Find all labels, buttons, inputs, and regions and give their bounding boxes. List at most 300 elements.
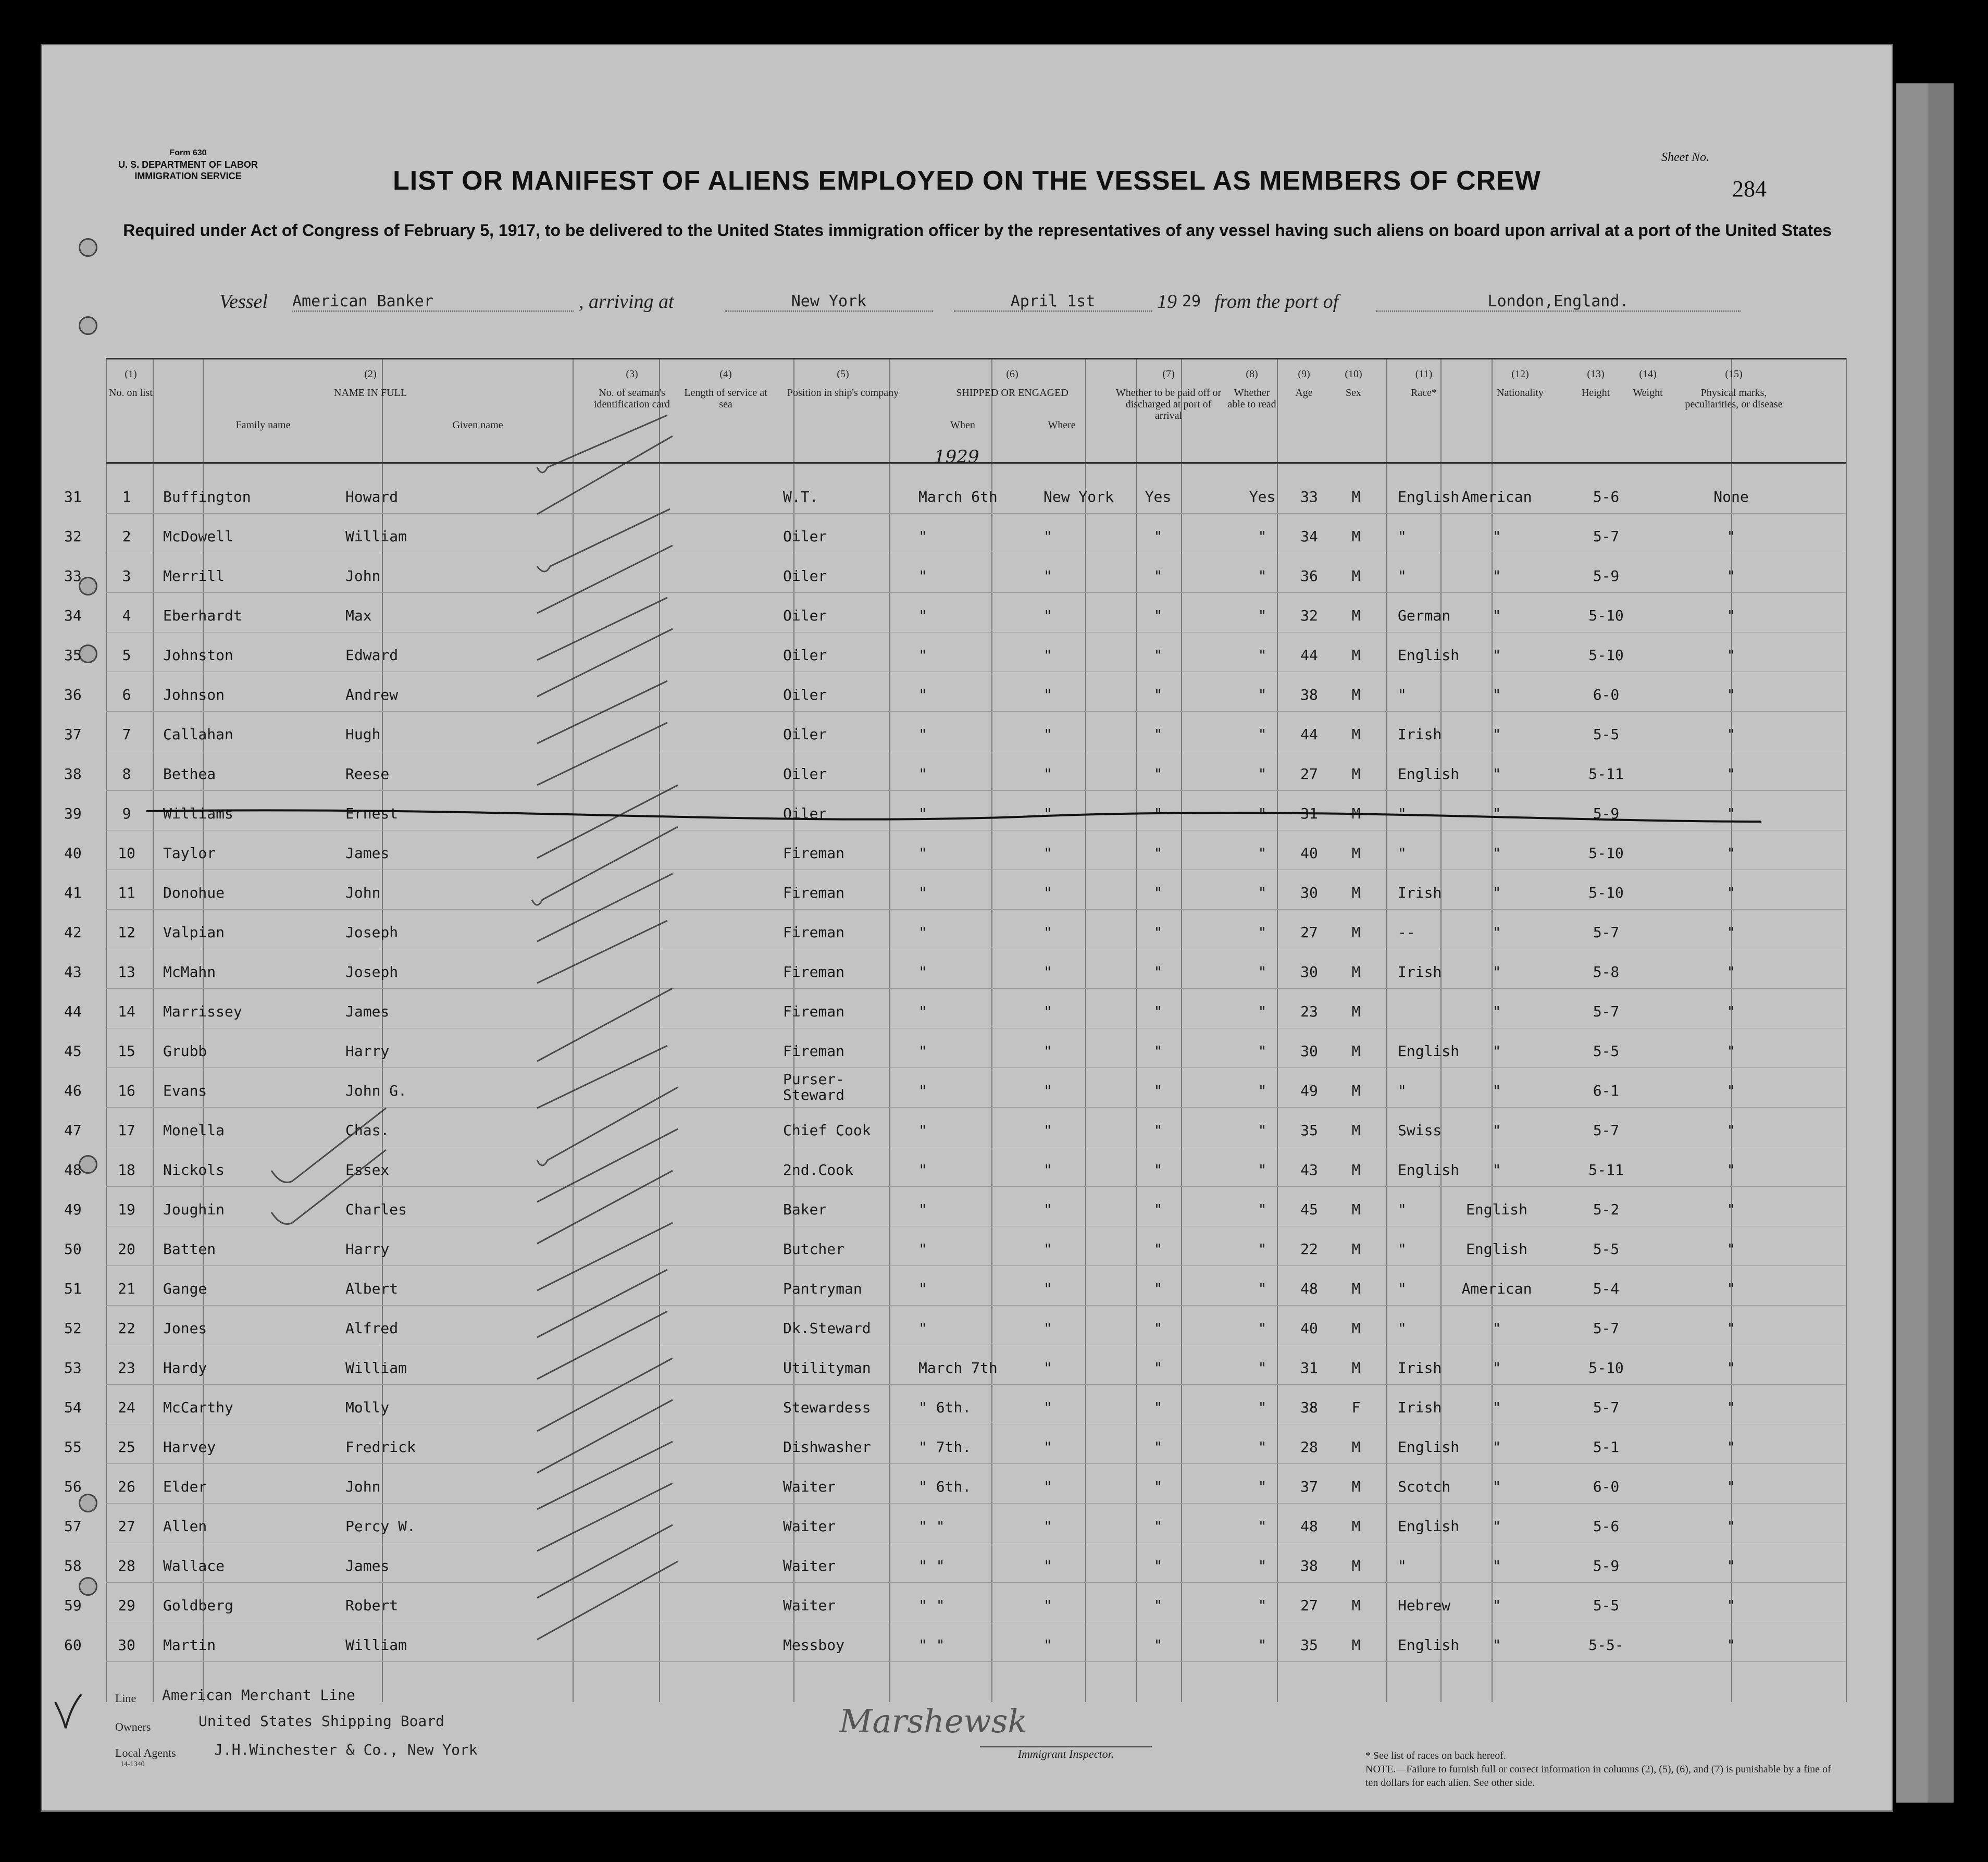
table-row — [64, 834, 1846, 874]
column-subheader: Where — [1048, 419, 1076, 431]
table-row — [64, 1349, 1846, 1388]
cell-paid: " — [1153, 647, 1163, 664]
cell-sex: M — [1351, 1438, 1361, 1456]
cell-height: 6-0 — [1593, 1478, 1620, 1495]
cell-when: " — [918, 567, 927, 585]
column-label: Age — [1295, 387, 1313, 399]
cell-given: Molly — [345, 1399, 390, 1416]
cell-read: " — [1258, 1003, 1267, 1020]
cell-when: " — [918, 924, 927, 941]
column-label: No. on list — [109, 387, 153, 399]
cell-height: 5-7 — [1593, 1003, 1620, 1020]
column-header — [1622, 368, 1674, 399]
cell-where: " — [1043, 1320, 1052, 1337]
cell-when: " " — [918, 1557, 945, 1574]
cell-when: " — [918, 963, 927, 980]
cell-sex: M — [1351, 607, 1361, 624]
table-row — [64, 874, 1846, 913]
cell-pos: Oiler — [783, 567, 827, 585]
cell-read: " — [1258, 647, 1267, 664]
cell-n: 23 — [118, 1359, 135, 1376]
cell-marks: " — [1726, 845, 1736, 862]
cell-height: 5-5- — [1588, 1636, 1624, 1654]
cell-sex: M — [1351, 647, 1361, 664]
cell-when: March 7th — [918, 1359, 998, 1376]
cell-given: Reese — [345, 765, 390, 783]
cell-pos: Waiter — [783, 1597, 836, 1614]
cell-m: 46 — [64, 1082, 82, 1099]
cell-nat: " — [1492, 963, 1501, 980]
cell-paid: " — [1153, 1042, 1163, 1060]
cell-read: " — [1258, 1518, 1267, 1535]
cell-height: 5-7 — [1593, 1122, 1620, 1139]
cell-height: 5-5 — [1593, 1042, 1620, 1060]
cell-when: " 7th. — [918, 1438, 972, 1456]
cell-race: Swiss — [1398, 1122, 1442, 1139]
departure-port: London,England. — [1376, 292, 1741, 312]
cell-family: Bethea — [163, 765, 216, 783]
cell-race: Irish — [1398, 726, 1442, 743]
cell-where: " — [1043, 1042, 1052, 1060]
column-number: (6) — [1006, 368, 1018, 380]
cell-n: 6 — [122, 686, 131, 703]
cell-marks: " — [1726, 1201, 1736, 1218]
cell-where: " — [1043, 726, 1052, 743]
cell-sex: M — [1351, 1201, 1361, 1218]
column-number: (4) — [719, 368, 732, 380]
cell-sex: M — [1351, 1636, 1361, 1654]
cell-age: 43 — [1300, 1161, 1318, 1178]
cell-where: " — [1043, 647, 1052, 664]
cell-when: " — [918, 686, 927, 703]
column-label: Sex — [1346, 387, 1361, 399]
cell-read: " — [1258, 1161, 1267, 1178]
column-header — [156, 368, 585, 431]
cell-read: " — [1258, 1082, 1267, 1099]
cell-height: 5-7 — [1593, 1320, 1620, 1337]
cell-when: " " — [918, 1597, 945, 1614]
cell-marks: " — [1726, 1518, 1736, 1535]
cell-pos: Butcher — [783, 1240, 845, 1258]
cell-paid: " — [1153, 1320, 1163, 1337]
cell-paid: " — [1153, 924, 1163, 941]
cell-age: 38 — [1300, 1557, 1318, 1574]
cell-age: 35 — [1300, 1122, 1318, 1139]
cell-given: Joseph — [345, 924, 399, 941]
cell-sex: M — [1351, 567, 1361, 585]
cell-nat: " — [1492, 1438, 1501, 1456]
cell-pos: Messboy — [783, 1636, 845, 1654]
column-header — [1570, 368, 1622, 399]
cell-read: " — [1258, 765, 1267, 783]
cell-nat: American — [1461, 488, 1532, 505]
cell-sex: M — [1351, 1161, 1361, 1178]
vessel-label: Vessel — [219, 291, 268, 313]
cell-paid: " — [1153, 1161, 1163, 1178]
cell-age: 31 — [1300, 805, 1318, 822]
cell-marks: " — [1726, 528, 1736, 545]
cell-race: " — [1398, 1557, 1407, 1574]
column-header — [913, 368, 1111, 431]
cell-n: 28 — [118, 1557, 135, 1574]
cell-age: 34 — [1300, 528, 1318, 545]
cell-height: 5-10 — [1588, 647, 1624, 664]
cell-read: " — [1258, 567, 1267, 585]
form-code: 14-1340 — [120, 1760, 145, 1768]
cell-n: 7 — [122, 726, 131, 743]
column-subheader: Given name — [452, 419, 503, 431]
cell-family: Williams — [163, 805, 233, 822]
cell-age: 48 — [1300, 1280, 1318, 1297]
cell-nat: " — [1492, 845, 1501, 862]
table-row — [64, 1468, 1846, 1507]
cell-nat: " — [1492, 1122, 1501, 1139]
cell-given: Alfred — [345, 1320, 399, 1337]
owners-label: Owners — [115, 1720, 151, 1733]
cell-n: 18 — [118, 1161, 135, 1178]
cell-race: " — [1398, 1201, 1407, 1218]
cell-family: McMahn — [163, 963, 216, 980]
cell-paid: " — [1153, 1438, 1163, 1456]
cell-race: -- — [1398, 924, 1415, 941]
cell-read: " — [1258, 1240, 1267, 1258]
cell-m: 55 — [64, 1438, 82, 1456]
table-row — [64, 1428, 1846, 1468]
cell-given: Harry — [345, 1042, 390, 1060]
cell-paid: " — [1153, 1399, 1163, 1416]
cell-height: 5-5 — [1593, 726, 1620, 743]
cell-when: " — [918, 1201, 927, 1218]
column-number: (7) — [1162, 368, 1175, 380]
cell-read: " — [1258, 1122, 1267, 1139]
cell-n: 17 — [118, 1122, 135, 1139]
cell-given: Max — [345, 607, 372, 624]
cell-nat: " — [1492, 726, 1501, 743]
cell-when: " — [918, 1122, 927, 1139]
cell-given: William — [345, 1636, 407, 1654]
cell-pos: Dk.Steward — [783, 1320, 871, 1337]
table-row — [64, 1032, 1846, 1072]
cell-family: Grubb — [163, 1042, 207, 1060]
table-row — [64, 1547, 1846, 1586]
cell-age: 31 — [1300, 1359, 1318, 1376]
column-subheader: When — [950, 419, 975, 431]
cell-paid: " — [1153, 963, 1163, 980]
cell-where: " — [1043, 1280, 1052, 1297]
cell-where: " — [1043, 528, 1052, 545]
cell-where: " — [1043, 765, 1052, 783]
cell-m: 36 — [64, 686, 82, 703]
cell-where: " — [1043, 1399, 1052, 1416]
cell-n: 25 — [118, 1438, 135, 1456]
cell-n: 21 — [118, 1280, 135, 1297]
cell-pos: Oiler — [783, 647, 827, 664]
column-label: Physical marks, peculiarities, or disease — [1685, 387, 1783, 410]
cell-paid: " — [1153, 528, 1163, 545]
cell-paid: Yes — [1145, 488, 1172, 505]
cell-where: " — [1043, 1161, 1052, 1178]
cell-pos: Utilityman — [783, 1359, 871, 1376]
cell-age: 49 — [1300, 1082, 1318, 1099]
cell-pos: Dishwasher — [783, 1438, 871, 1456]
cell-pos: Stewardess — [783, 1399, 871, 1416]
cell-race: Irish — [1398, 1359, 1442, 1376]
cell-sex: M — [1351, 884, 1361, 901]
cell-n: 16 — [118, 1082, 135, 1099]
cell-when: March 6th — [918, 488, 998, 505]
column-label: Height — [1581, 387, 1610, 399]
cell-age: 40 — [1300, 1320, 1318, 1337]
cell-race: Hebrew — [1398, 1597, 1451, 1614]
cell-race: " — [1398, 1082, 1407, 1099]
cell-sex: M — [1351, 1240, 1361, 1258]
service-name: IMMIGRATION SERVICE — [134, 171, 242, 181]
footnote-penalty: NOTE.—Failure to furnish full or correct information in columns (2), (5), (6), and (7) is punishable by a fine of ten dollars for each alien. See other side. — [1365, 1764, 1831, 1789]
cell-when: " — [918, 528, 927, 545]
cell-race: Irish — [1398, 884, 1442, 901]
cell-m: 47 — [64, 1122, 82, 1139]
cell-given: John — [345, 884, 381, 901]
cell-nat: " — [1492, 528, 1501, 545]
cell-where: " — [1043, 884, 1052, 901]
cell-given: Harry — [345, 1240, 390, 1258]
cell-n: 13 — [118, 963, 135, 980]
table-row — [64, 1388, 1846, 1428]
cell-given: James — [345, 1003, 390, 1020]
department-name: U. S. DEPARTMENT OF LABOR — [118, 159, 258, 170]
cell-marks: " — [1726, 884, 1736, 901]
cell-where: " — [1043, 1518, 1052, 1535]
inspector-signature: Marshewsk — [839, 1702, 1027, 1740]
cell-marks: " — [1726, 647, 1736, 664]
binder-hole — [79, 1577, 97, 1596]
cell-race: English — [1398, 1438, 1460, 1456]
cell-where: " — [1043, 805, 1052, 822]
cell-given: Andrew — [345, 686, 399, 703]
cell-family: McCarthy — [163, 1399, 233, 1416]
column-header — [1674, 368, 1794, 410]
column-number: (5) — [837, 368, 849, 380]
cell-pos: Oiler — [783, 726, 827, 743]
cell-n: 9 — [122, 805, 131, 822]
cell-height: 5-11 — [1588, 765, 1624, 783]
cell-m: 52 — [64, 1320, 82, 1337]
cell-read: " — [1258, 845, 1267, 862]
cell-n: 4 — [122, 607, 131, 624]
cell-race: " — [1398, 1240, 1407, 1258]
table-row — [64, 913, 1846, 953]
cell-age: 38 — [1300, 686, 1318, 703]
cell-family: Johnston — [163, 647, 233, 664]
column-header — [1377, 368, 1471, 399]
cell-age: 23 — [1300, 1003, 1318, 1020]
cell-family: Elder — [163, 1478, 207, 1495]
table-row — [64, 557, 1846, 597]
cell-race: Scotch — [1398, 1478, 1451, 1495]
cell-sex: M — [1351, 1597, 1361, 1614]
cell-sex: M — [1351, 1320, 1361, 1337]
cell-when: " — [918, 1280, 927, 1297]
cell-when: " — [918, 1240, 927, 1258]
cell-m: 35 — [64, 647, 82, 664]
cell-when: " — [918, 765, 927, 783]
cell-m: 50 — [64, 1240, 82, 1258]
cell-age: 27 — [1300, 924, 1318, 941]
column-header — [1278, 368, 1330, 399]
column-number: (9) — [1298, 368, 1310, 380]
cell-n: 2 — [122, 528, 131, 545]
cell-paid: " — [1153, 1478, 1163, 1495]
cell-m: 59 — [64, 1597, 82, 1614]
column-number: (11) — [1415, 368, 1433, 380]
cell-height: 5-10 — [1588, 845, 1624, 862]
cell-where: " — [1043, 607, 1052, 624]
cell-nat: English — [1465, 1201, 1527, 1218]
cell-marks: " — [1726, 726, 1736, 743]
cell-height: 5-10 — [1588, 1359, 1624, 1376]
cell-pos: Oiler — [783, 686, 827, 703]
sheet-number: 284 — [1732, 176, 1767, 202]
column-label: Weight — [1633, 387, 1663, 399]
cell-m: 44 — [64, 1003, 82, 1020]
column-header — [585, 368, 679, 410]
cell-marks: " — [1726, 765, 1736, 783]
cell-family: Batten — [163, 1240, 216, 1258]
cell-m: 57 — [64, 1518, 82, 1535]
binder-hole — [79, 316, 97, 335]
cell-nat: " — [1492, 765, 1501, 783]
cell-race: English — [1398, 647, 1460, 664]
cell-height: 5-4 — [1593, 1280, 1620, 1297]
cell-paid: " — [1153, 1359, 1163, 1376]
cell-age: 36 — [1300, 567, 1318, 585]
cell-age: 22 — [1300, 1240, 1318, 1258]
cell-age: 27 — [1300, 1597, 1318, 1614]
cell-pos: Baker — [783, 1201, 827, 1218]
cell-sex: M — [1351, 1518, 1361, 1535]
cell-race: English — [1398, 1518, 1460, 1535]
footnote — [1365, 1749, 1834, 1790]
cell-height: 5-11 — [1588, 1161, 1624, 1178]
table-row — [64, 1111, 1846, 1151]
cell-read: " — [1258, 528, 1267, 545]
column-header — [1226, 368, 1278, 410]
cell-given: James — [345, 845, 390, 862]
cell-sex: M — [1351, 1003, 1361, 1020]
cell-given: Edward — [345, 647, 399, 664]
cell-nat: " — [1492, 1478, 1501, 1495]
cell-paid: " — [1153, 726, 1163, 743]
column-label: Whether to be paid off or discharged at port of arrival — [1115, 387, 1222, 421]
cell-nat: " — [1492, 1161, 1501, 1178]
cell-height: 5-9 — [1593, 1557, 1620, 1574]
cell-n: 5 — [122, 647, 131, 664]
cell-m: 60 — [64, 1636, 82, 1654]
cell-pos: Fireman — [783, 1042, 845, 1060]
cell-read: " — [1258, 1042, 1267, 1060]
cell-paid: " — [1153, 1636, 1163, 1654]
cell-m: 32 — [64, 528, 82, 545]
column-label: NAME IN FULL — [334, 387, 407, 399]
cell-marks: " — [1726, 1557, 1736, 1574]
cell-read: " — [1258, 1438, 1267, 1456]
cell-marks: " — [1726, 805, 1736, 822]
cell-sex: M — [1351, 765, 1361, 783]
table-row — [64, 992, 1846, 1032]
table-row — [64, 795, 1846, 834]
cell-height: 5-1 — [1593, 1438, 1620, 1456]
cell-nat: " — [1492, 924, 1501, 941]
table-row — [64, 1190, 1846, 1230]
cell-n: 27 — [118, 1518, 135, 1535]
cell-age: 28 — [1300, 1438, 1318, 1456]
cell-read: " — [1258, 1280, 1267, 1297]
cell-pos: Waiter — [783, 1478, 836, 1495]
cell-given: Essex — [345, 1161, 390, 1178]
cell-when: " — [918, 607, 927, 624]
cell-pos: W.T. — [783, 488, 818, 505]
cell-pos: Oiler — [783, 805, 827, 822]
cell-age: 45 — [1300, 1201, 1318, 1218]
handwritten-year: 1929 — [934, 446, 979, 467]
cell-given: Percy W. — [345, 1518, 416, 1535]
cell-given: Howard — [345, 488, 399, 505]
cell-n: 8 — [122, 765, 131, 783]
cell-family: Evans — [163, 1082, 207, 1099]
cell-paid: " — [1153, 686, 1163, 703]
cell-family: Jones — [163, 1320, 207, 1337]
cell-nat: " — [1492, 1042, 1501, 1060]
cell-where: New York — [1043, 488, 1114, 505]
cell-when: " — [918, 1320, 927, 1337]
cell-paid: " — [1153, 567, 1163, 585]
cell-given: John — [345, 567, 381, 585]
cell-family: Callahan — [163, 726, 233, 743]
column-number: (2) — [364, 368, 377, 380]
cell-race: Irish — [1398, 1399, 1442, 1416]
cell-family: Eberhardt — [163, 607, 242, 624]
cell-paid: " — [1153, 1518, 1163, 1535]
column-rule — [1846, 358, 1847, 1702]
cell-n: 11 — [118, 884, 135, 901]
cell-race: English — [1398, 1161, 1460, 1178]
column-label: Nationality — [1497, 387, 1544, 399]
cell-m: 38 — [64, 765, 82, 783]
cell-age: 44 — [1300, 647, 1318, 664]
table-row — [64, 1586, 1846, 1626]
column-subheader: Family name — [235, 419, 291, 431]
cell-race: Irish — [1398, 963, 1442, 980]
cell-nat: " — [1492, 607, 1501, 624]
cell-given: William — [345, 1359, 407, 1376]
agents-value: J.H.Winchester & Co., New York — [214, 1741, 478, 1758]
cell-read: " — [1258, 1399, 1267, 1416]
cell-n: 12 — [118, 924, 135, 941]
cell-when: " " — [918, 1518, 945, 1535]
cell-m: 43 — [64, 963, 82, 980]
cell-where: " — [1043, 1122, 1052, 1139]
binder-hole — [79, 1494, 97, 1512]
cell-given: Joseph — [345, 963, 399, 980]
table-row — [64, 517, 1846, 557]
cell-marks: " — [1726, 686, 1736, 703]
cell-pos: Waiter — [783, 1557, 836, 1574]
footnote-races: * See list of races on back hereof. — [1365, 1750, 1506, 1761]
cell-marks: " — [1726, 1082, 1736, 1099]
column-label: Race* — [1411, 387, 1437, 399]
cell-nat: " — [1492, 1518, 1501, 1535]
table-row — [64, 478, 1846, 517]
